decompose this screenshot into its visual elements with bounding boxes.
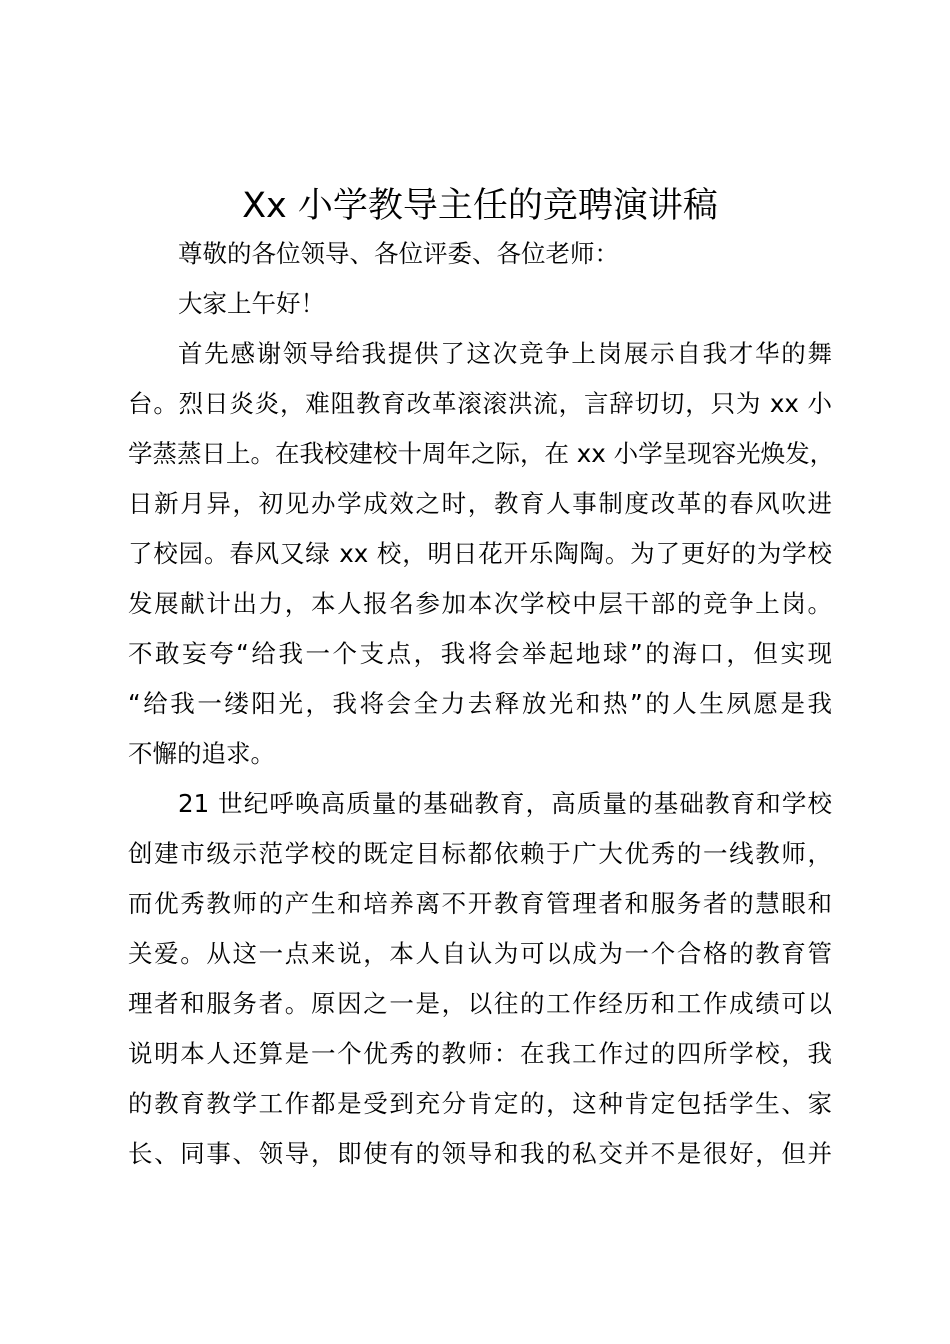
paragraph-1-line-2: 台。烈日炎炎，难阻教育改革滚滚洪流，言辞切切，只为 xx 小 (128, 389, 832, 418)
paragraph-2-line-2: 创建市级示范学校的既定目标都依赖于广大优秀的一线教师， (128, 839, 832, 868)
paragraph-2-line-1: 21 世纪呼唤高质量的基础教育，高质量的基础教育和学校 (178, 789, 832, 818)
paragraph-2-line-5: 理者和服务者。原因之一是，以往的工作经历和工作成绩可以 (128, 989, 832, 1018)
paragraph-1-line-6: 发展献计出力，本人报名参加本次学校中层干部的竞争上岗。 (128, 589, 832, 618)
paragraph-2-line-7: 的教育教学工作都是受到充分肯定的，这种肯定包括学生、家 (128, 1089, 832, 1118)
salutation-line: 尊敬的各位领导、各位评委、各位老师： (178, 239, 619, 268)
greeting-line: 大家上午好！ (178, 289, 325, 318)
document-title: Xx 小学教导主任的竞聘演讲稿 (242, 186, 718, 226)
paragraph-2-line-6: 说明本人还算是一个优秀的教师：在我工作过的四所学校，我 (128, 1039, 832, 1068)
paragraph-2-line-4: 关爱。从这一点来说，本人自认为可以成为一个合格的教育管 (128, 939, 832, 968)
paragraph-2-line-8: 长、同事、领导，即使有的领导和我的私交并不是很好，但并 (128, 1139, 832, 1168)
paragraph-1-line-8: “给我一缕阳光，我将会全力去释放光和热”的人生夙愿是我 (128, 689, 832, 718)
paragraph-2-line-3: 而优秀教师的产生和培养离不开教育管理者和服务者的慧眼和 (128, 889, 832, 918)
paragraph-1-line-3: 学蒸蒸日上。在我校建校十周年之际，在 xx 小学呈现容光焕发， (128, 439, 835, 468)
paragraph-1-line-4: 日新月异，初见办学成效之时，教育人事制度改革的春风吹进 (128, 489, 832, 518)
paragraph-1-line-1: 首先感谢领导给我提供了这次竞争上岗展示自我才华的舞 (178, 339, 832, 368)
paragraph-1-line-7: 不敢妄夸“给我一个支点，我将会举起地球”的海口，但实现 (128, 639, 832, 668)
paragraph-1-line-9: 不懈的追求。 (128, 739, 275, 768)
paragraph-1-line-5: 了校园。春风又绿 xx 校，明日花开乐陶陶。为了更好的为学校 (128, 539, 832, 568)
